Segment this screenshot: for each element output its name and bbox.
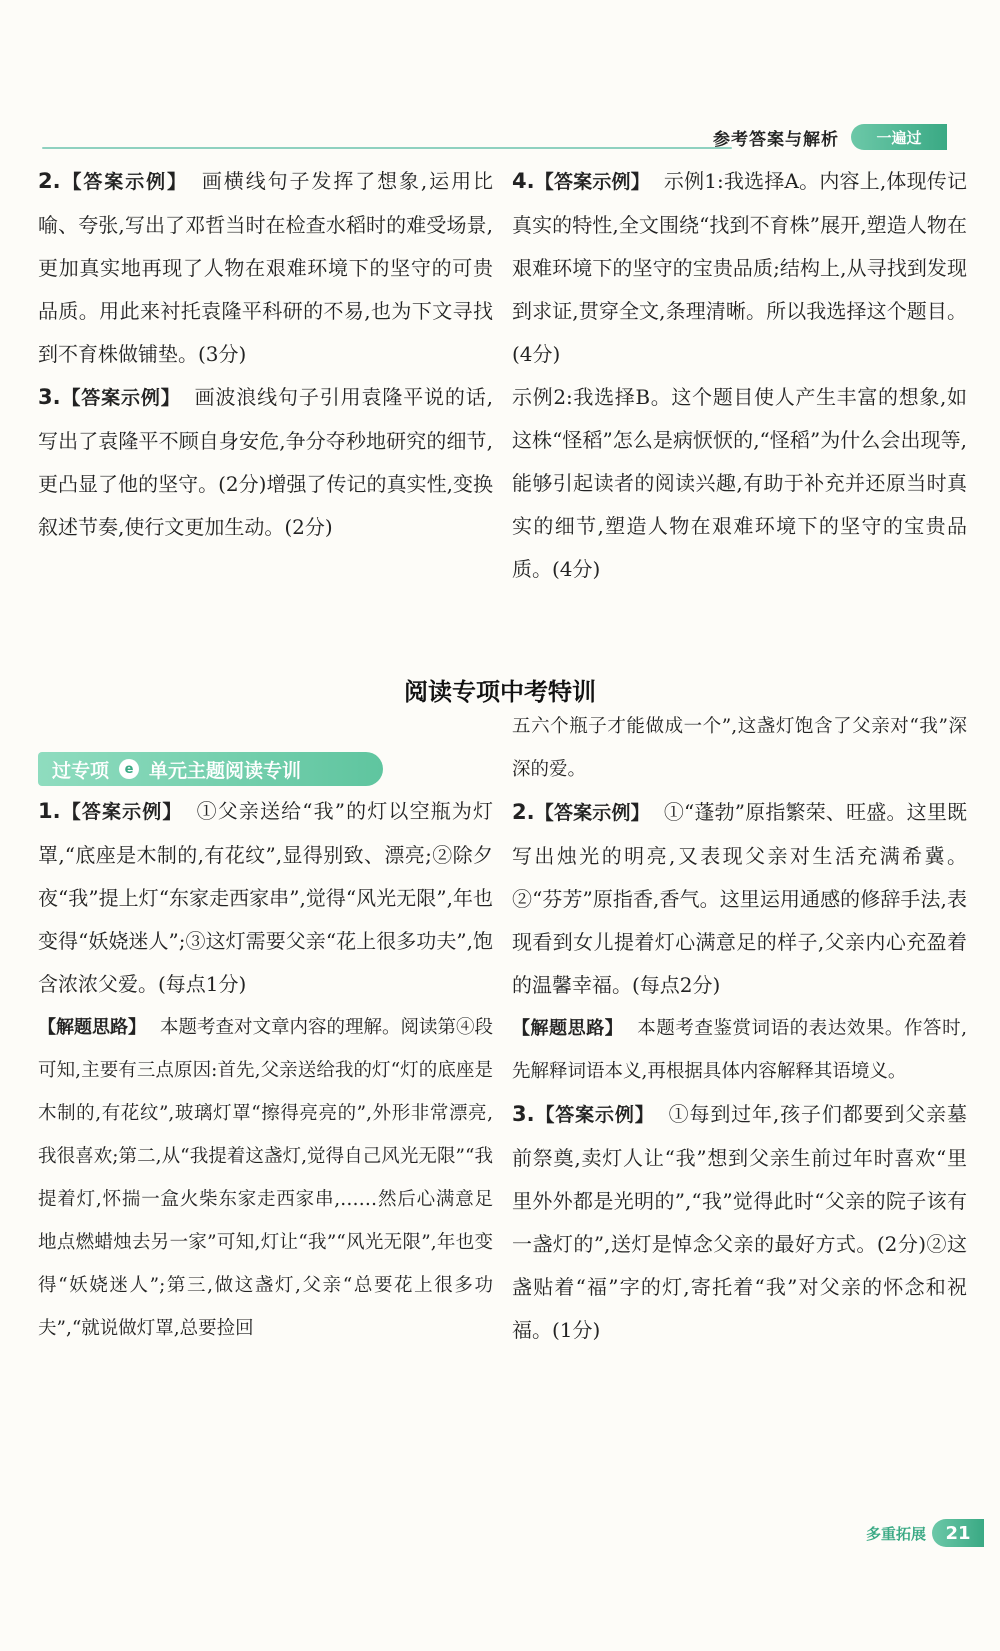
note-tag: 【解题思路】 (38, 1017, 146, 1038)
answer-item-3b (512, 1093, 967, 1352)
question-number: 1. (38, 799, 61, 823)
banner-label-secondary: 单元主题阅读专训 (149, 759, 302, 782)
answer-text: 画横线句子发挥了想象,运用比喻、夸张,写出了邓哲当时在检查水稻时的难受场景,更加真实地再现了人物在艰难环境下的坚守的可贵品质。用此来衬托袁隆平科研的不易,也为下文寻找到不育株做铺垫。(3分) (38, 169, 493, 366)
answer-item-2 (38, 160, 493, 376)
section-title: 阅读专项中考特训 (404, 678, 596, 706)
answer-tag: 【答案示例】 (534, 802, 650, 824)
note-text: 本题考查鉴赏词语的表达效果。作答时,先解释词语本义,再根据具体内容解释其语境义。 (512, 1018, 967, 1082)
solution-note-1 (38, 1006, 493, 1350)
answer-item-2b (512, 791, 967, 1007)
answer-text: 画波浪线句子引用袁隆平说的话,写出了袁隆平不顾自身安危,争分夺秒地研究的细节,更凸显了他的坚守。(2分)增强了传记的真实性,变换叙述节奏,使行文更加生动。(2分) (38, 385, 493, 539)
answer-text: 示例1:我选择A。内容上,体现传记真实的特性,全文围绕“找到不育株”展开,塑造人物在艰难环境下的坚守的宝贵品质;结构上,从寻找到发现到求证,贯穿全文,条理清晰。所以我选择这个题目。(4分) (512, 169, 967, 366)
note-text: 本题考查对文章内容的理解。阅读第④段可知,主要有三点原因:首先,父亲送给我的灯“灯的底座是木制的,有花纹”,玻璃灯罩“擦得亮亮的”,外形非常漂亮,我很喜欢;第二,从“我提着这盏灯,觉得自己风光无限”“我提着灯,怀揣一盒火柴东家走西家串,……然后心满意足地点燃蜡烛去另一家”可知,灯让“我”“风光无限”,年也变得“妖娆迷人”;第三,做这盏灯,父亲“总要花上很多功夫”,“就说做灯罩,总要捡回 (38, 1017, 494, 1339)
top-left-column (38, 160, 493, 549)
answer-tag: 【答案示例】 (534, 1104, 655, 1126)
answer-item-4 (512, 160, 967, 376)
banner-label-primary: 过专项 (52, 759, 110, 782)
note-tag: 【解题思路】 (512, 1018, 624, 1039)
header-title: 参考答案与解析 (713, 129, 839, 150)
question-number: 2. (38, 169, 61, 193)
answer-tag: 【答案示例】 (60, 801, 183, 823)
answer-text: ①每到过年,孩子们都要到父亲墓前祭奠,卖灯人让“我”想到父亲生前过年时喜欢“里里外外都是光明的”,“我”觉得此时“父亲的院子该有一盏灯的”,送灯是悼念父亲的最好方式。(2分)②这盏贴着“福”字的灯,寄托着“我”对父亲的怀念和祝福。(1分) (512, 1102, 967, 1342)
bottom-left-column (38, 790, 493, 1350)
question-number: 3. (512, 1102, 535, 1126)
answer-item-4-example-2: 示例2:我选择B。这个题目使人产生丰富的想象,如这株“怪稻”怎么是病恹恹的,“怪稻”为什么会出现等,能够引起读者的阅读兴趣,有助于补充并还原当时真实的细节,塑造人物在艰难环境下的坚守的宝贵品质。(4分) (512, 385, 967, 581)
answer-text: ①“蓬勃”原指繁荣、旺盛。这里既写出烛光的明亮,又表现父亲对生活充满希冀。②“芬芳”原指香,香气。这里运用通感的修辞手法,表现看到女儿提着灯心满意足的样子,父亲内心充盈着的温馨幸福。(每点2分) (512, 800, 967, 997)
question-number: 3. (38, 385, 61, 409)
running-header (705, 121, 985, 153)
answer-text: ①父亲送给“我”的灯以空瓶为灯罩,“底座是木制的,有花纹”,显得别致、漂亮;②除夕夜“我”提上灯“东家走西家串”,觉得“风光无限”,年也变得“妖娆迷人”;③这灯需要父亲“花上很多功夫”,饱含浓浓父爱。(每点1分) (38, 799, 493, 996)
page-number: 21 (932, 1519, 984, 1547)
topic-banner (38, 752, 383, 786)
header-brand-badge: 一遍过 (851, 124, 947, 150)
footer-label: 多重拓展 (865, 1524, 926, 1543)
question-number: 2. (512, 800, 535, 824)
answer-tag: 【答案示例】 (60, 171, 188, 193)
top-right-column (512, 160, 967, 591)
answer-tag: 【答案示例】 (60, 387, 181, 409)
solution-note-2 (512, 1007, 967, 1093)
page-footer (834, 1518, 984, 1548)
answer-item-1 (38, 790, 493, 1006)
continued-note: 五六个瓶子才能做成一个”,这盏灯饱含了父亲对“我”深深的爱。 (512, 716, 967, 780)
header-rule (42, 147, 732, 149)
answer-item-3 (38, 376, 493, 549)
e-circle-icon: e (119, 759, 139, 779)
answer-tag: 【答案示例】 (534, 171, 650, 193)
question-number: 4. (512, 169, 535, 193)
bottom-right-column (512, 705, 967, 1352)
